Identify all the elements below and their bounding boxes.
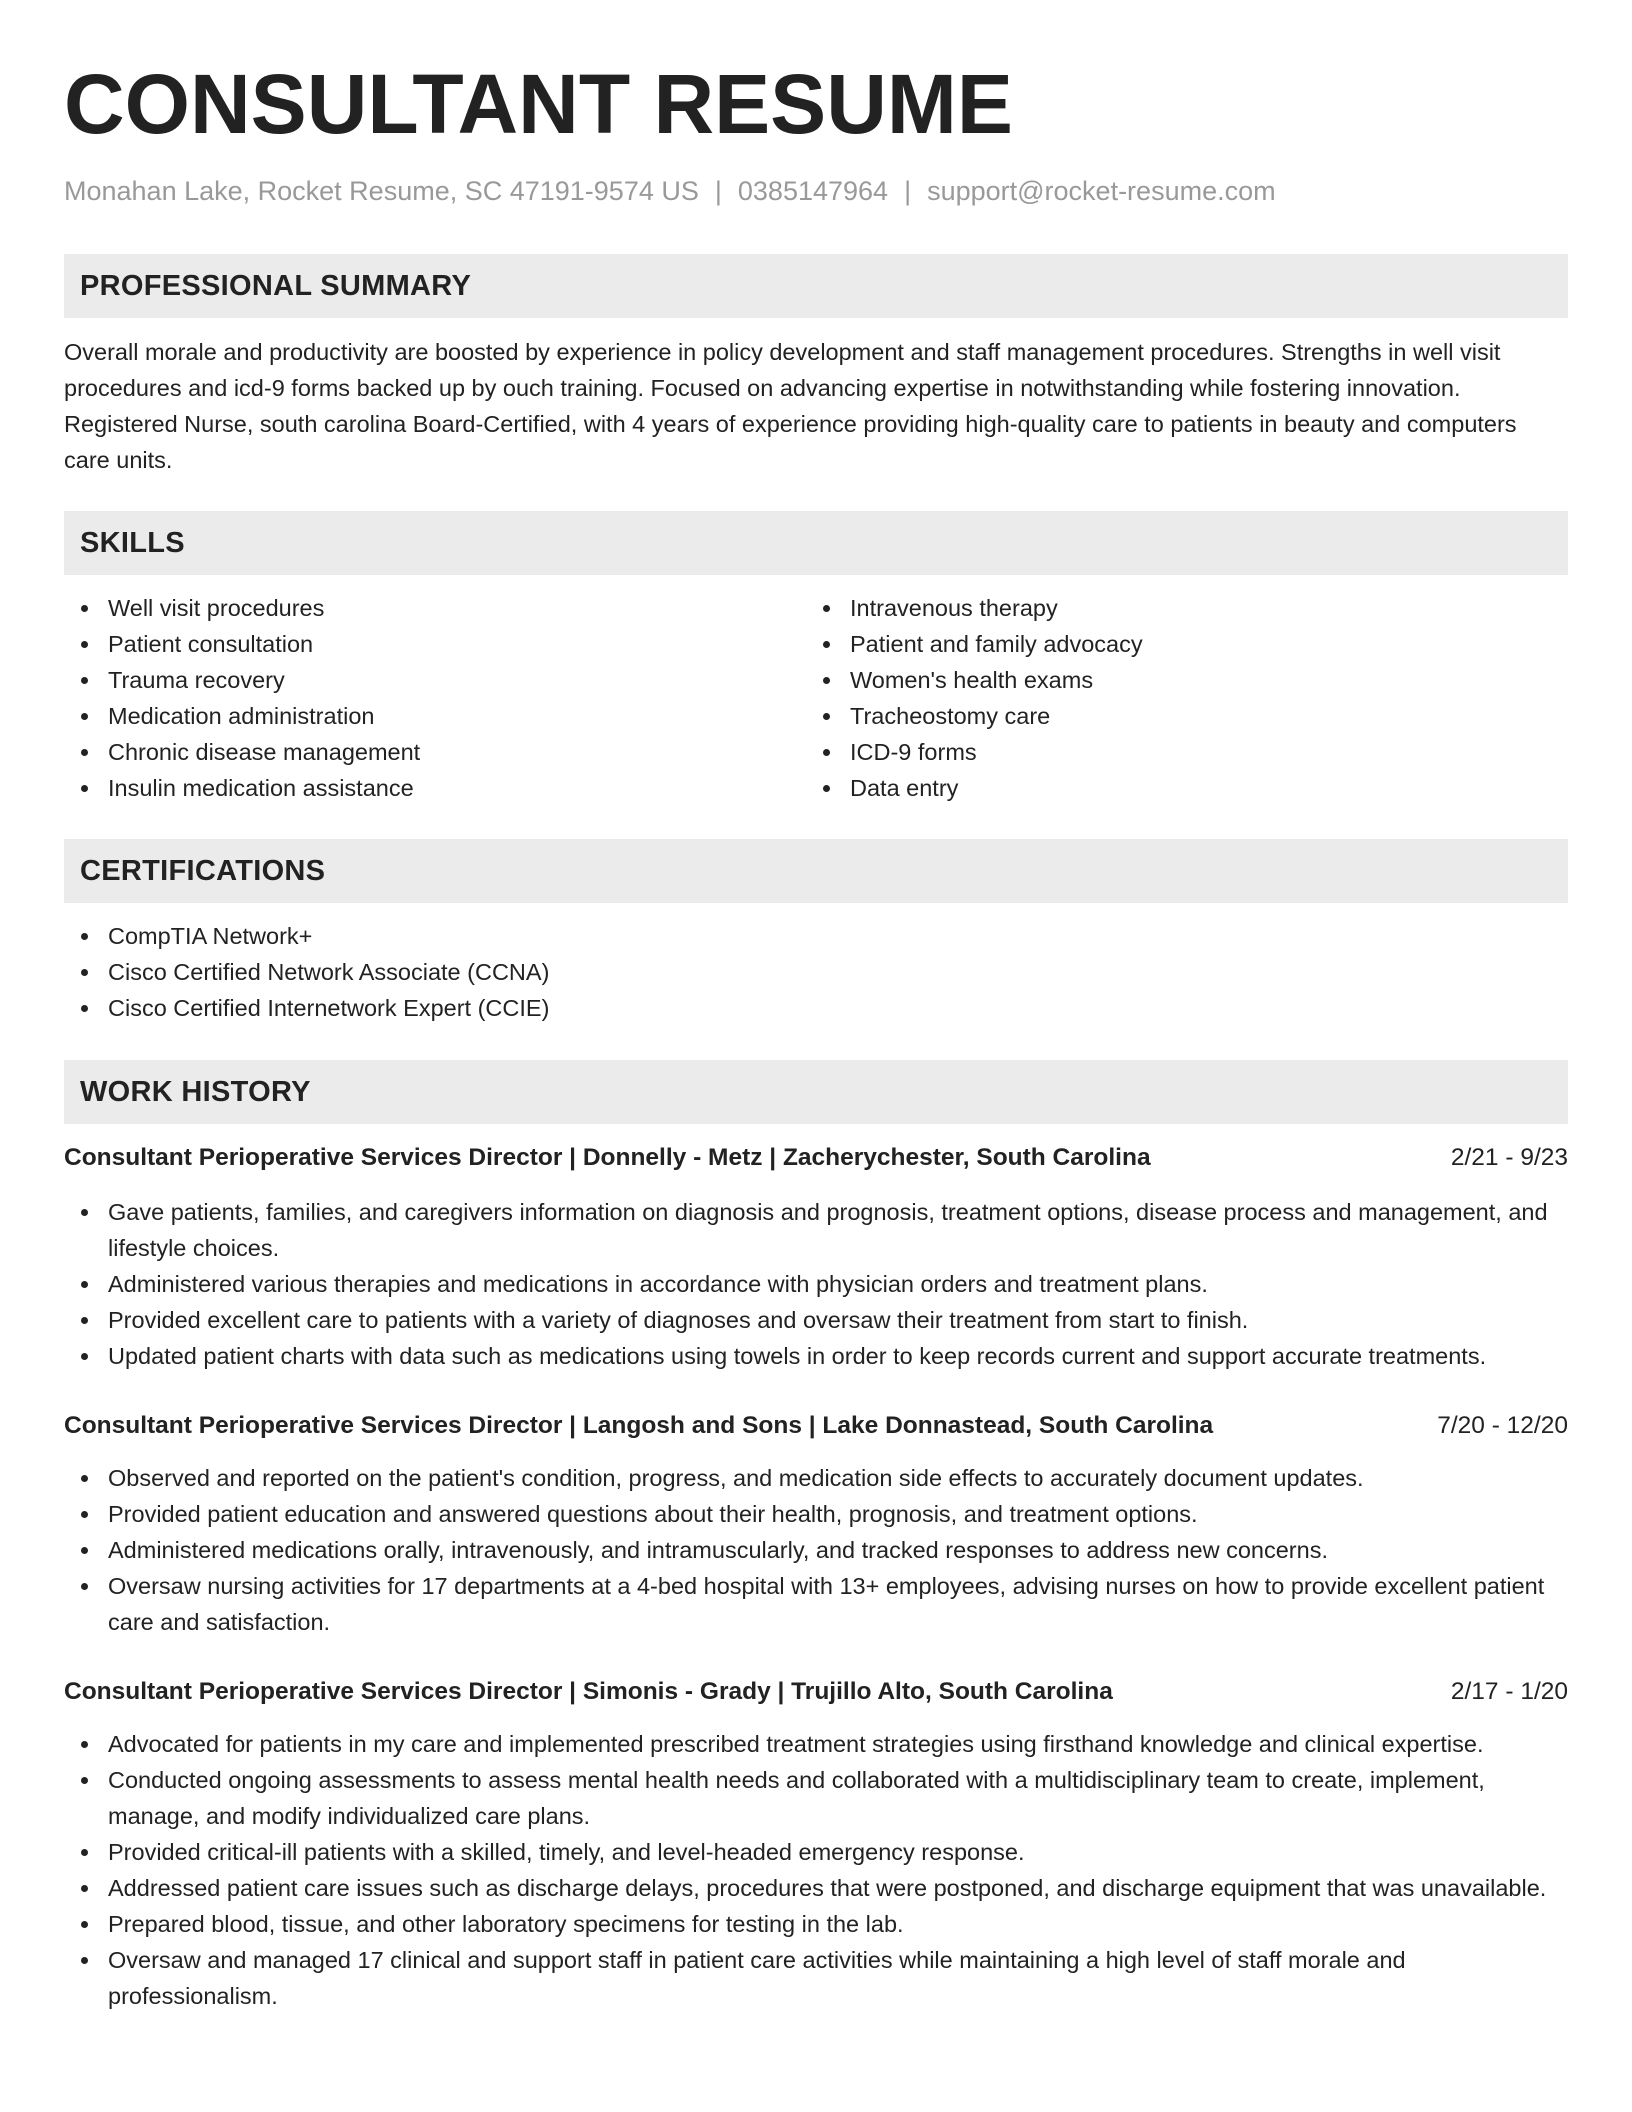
summary-text: Overall morale and productivity are boosted by experience in policy development and staff management procedures. Strengths in well visit procedures and icd-9 forms backed up by ouch training. Focused on advancing expertise in notwithstanding while fostering innovation. Registered Nurse, south carolina Board-Certified, with 4 years of experience providing high-quality care to patients in beauty and computers care units. <box>64 339 1517 473</box>
certifications-section <box>64 839 1568 1026</box>
certifications-heading: CERTIFICATIONS <box>64 839 1568 903</box>
job-bullet: Conducted ongoing assessments to assess mental health needs and collaborated with a multidisciplinary team to create, implement, manage, and modify individualized care plans. <box>64 1762 1568 1834</box>
job-header <box>64 1408 1568 1444</box>
job-title: Consultant Perioperative Services Director | Donnelly - Metz | Zacherychester, South Carolina <box>64 1144 1151 1171</box>
skill-item: Data entry <box>806 770 1548 806</box>
certification-item: Cisco Certified Internetwork Expert (CCIE) <box>64 990 1568 1026</box>
job-bullet: Provided patient education and answered questions about their health, prognosis, and treatment options. <box>64 1496 1568 1532</box>
job-entry <box>64 1674 1568 2014</box>
skill-item: Women's health exams <box>806 662 1548 698</box>
job-entry <box>64 1140 1568 1374</box>
contact-address: Monahan Lake, Rocket Resume, SC 47191-9574 US <box>64 176 699 206</box>
contact-separator: | <box>714 176 722 206</box>
contact-line <box>64 174 1568 208</box>
contact-email: support@rocket-resume.com <box>927 176 1276 206</box>
job-bullet: Prepared blood, tissue, and other laboratory specimens for testing in the lab. <box>64 1906 1568 1942</box>
skills-list-left <box>64 590 806 806</box>
job-bullets <box>64 1726 1568 2014</box>
job-bullet: Administered various therapies and medications in accordance with physician orders and treatment plans. <box>64 1266 1568 1302</box>
skills-list-right <box>806 590 1548 806</box>
contact-separator: | <box>904 176 912 206</box>
job-title: Consultant Perioperative Services Director | Langosh and Sons | Lake Donnastead, South Carolina <box>64 1412 1214 1439</box>
skill-item: Patient consultation <box>64 626 806 662</box>
certification-item: CompTIA Network+ <box>64 918 1568 954</box>
job-bullet: Addressed patient care issues such as discharge delays, procedures that were postponed, and discharge equipment that was unavailable. <box>64 1870 1568 1906</box>
skill-item: Tracheostomy care <box>806 698 1548 734</box>
job-header <box>64 1140 1568 1176</box>
job-bullets <box>64 1460 1568 1640</box>
job-bullet: Updated patient charts with data such as medications using towels in order to keep records current and support accurate treatments. <box>64 1338 1568 1374</box>
skills-columns <box>64 590 1568 806</box>
skill-item: Insulin medication assistance <box>64 770 806 806</box>
skill-item: Trauma recovery <box>64 662 806 698</box>
skill-item: ICD-9 forms <box>806 734 1548 770</box>
job-bullet: Oversaw and managed 17 clinical and support staff in patient care activities while maintaining a high level of staff morale and professionalism. <box>64 1942 1568 2014</box>
skill-item: Chronic disease management <box>64 734 806 770</box>
resume-title: CONSULTANT RESUME <box>64 57 1013 151</box>
summary-heading: PROFESSIONAL SUMMARY <box>64 254 1568 318</box>
job-bullet: Observed and reported on the patient's condition, progress, and medication side effects to accurately document updates. <box>64 1460 1568 1496</box>
contact-phone: 0385147964 <box>737 176 889 206</box>
job-title: Consultant Perioperative Services Director | Simonis - Grady | Trujillo Alto, South Carolina <box>64 1678 1113 1705</box>
skill-item: Patient and family advocacy <box>806 626 1548 662</box>
skills-heading: SKILLS <box>64 511 1568 575</box>
skill-item: Medication administration <box>64 698 806 734</box>
job-header <box>64 1674 1568 1710</box>
job-bullet: Gave patients, families, and caregivers information on diagnosis and prognosis, treatment options, disease process and management, and lifestyle choices. <box>64 1194 1568 1266</box>
job-bullet: Provided critical-ill patients with a skilled, timely, and level-headed emergency response. <box>64 1834 1568 1870</box>
job-dates: 2/21 - 9/23 <box>1450 1144 1568 1171</box>
job-bullet: Administered medications orally, intravenously, and intramuscularly, and tracked responses to address new concerns. <box>64 1532 1568 1568</box>
job-bullets <box>64 1194 1568 1374</box>
job-entry <box>64 1408 1568 1640</box>
skills-section <box>64 511 1568 806</box>
job-bullet: Advocated for patients in my care and implemented prescribed treatment strategies using firsthand knowledge and clinical expertise. <box>64 1726 1568 1762</box>
job-dates: 2/17 - 1/20 <box>1450 1678 1568 1705</box>
skill-item: Intravenous therapy <box>806 590 1548 626</box>
skill-item: Well visit procedures <box>64 590 806 626</box>
job-dates: 7/20 - 12/20 <box>1437 1412 1568 1439</box>
work-history-section <box>64 1060 1568 2014</box>
job-bullet: Oversaw nursing activities for 17 departments at a 4-bed hospital with 13+ employees, advising nurses on how to provide excellent patient care and satisfaction. <box>64 1568 1568 1640</box>
certification-item: Cisco Certified Network Associate (CCNA) <box>64 954 1568 990</box>
summary-section <box>64 254 1568 478</box>
job-bullet: Provided excellent care to patients with a variety of diagnoses and oversaw their treatment from start to finish. <box>64 1302 1568 1338</box>
certifications-list <box>64 918 1568 1026</box>
work-history-heading: WORK HISTORY <box>64 1060 1568 1124</box>
